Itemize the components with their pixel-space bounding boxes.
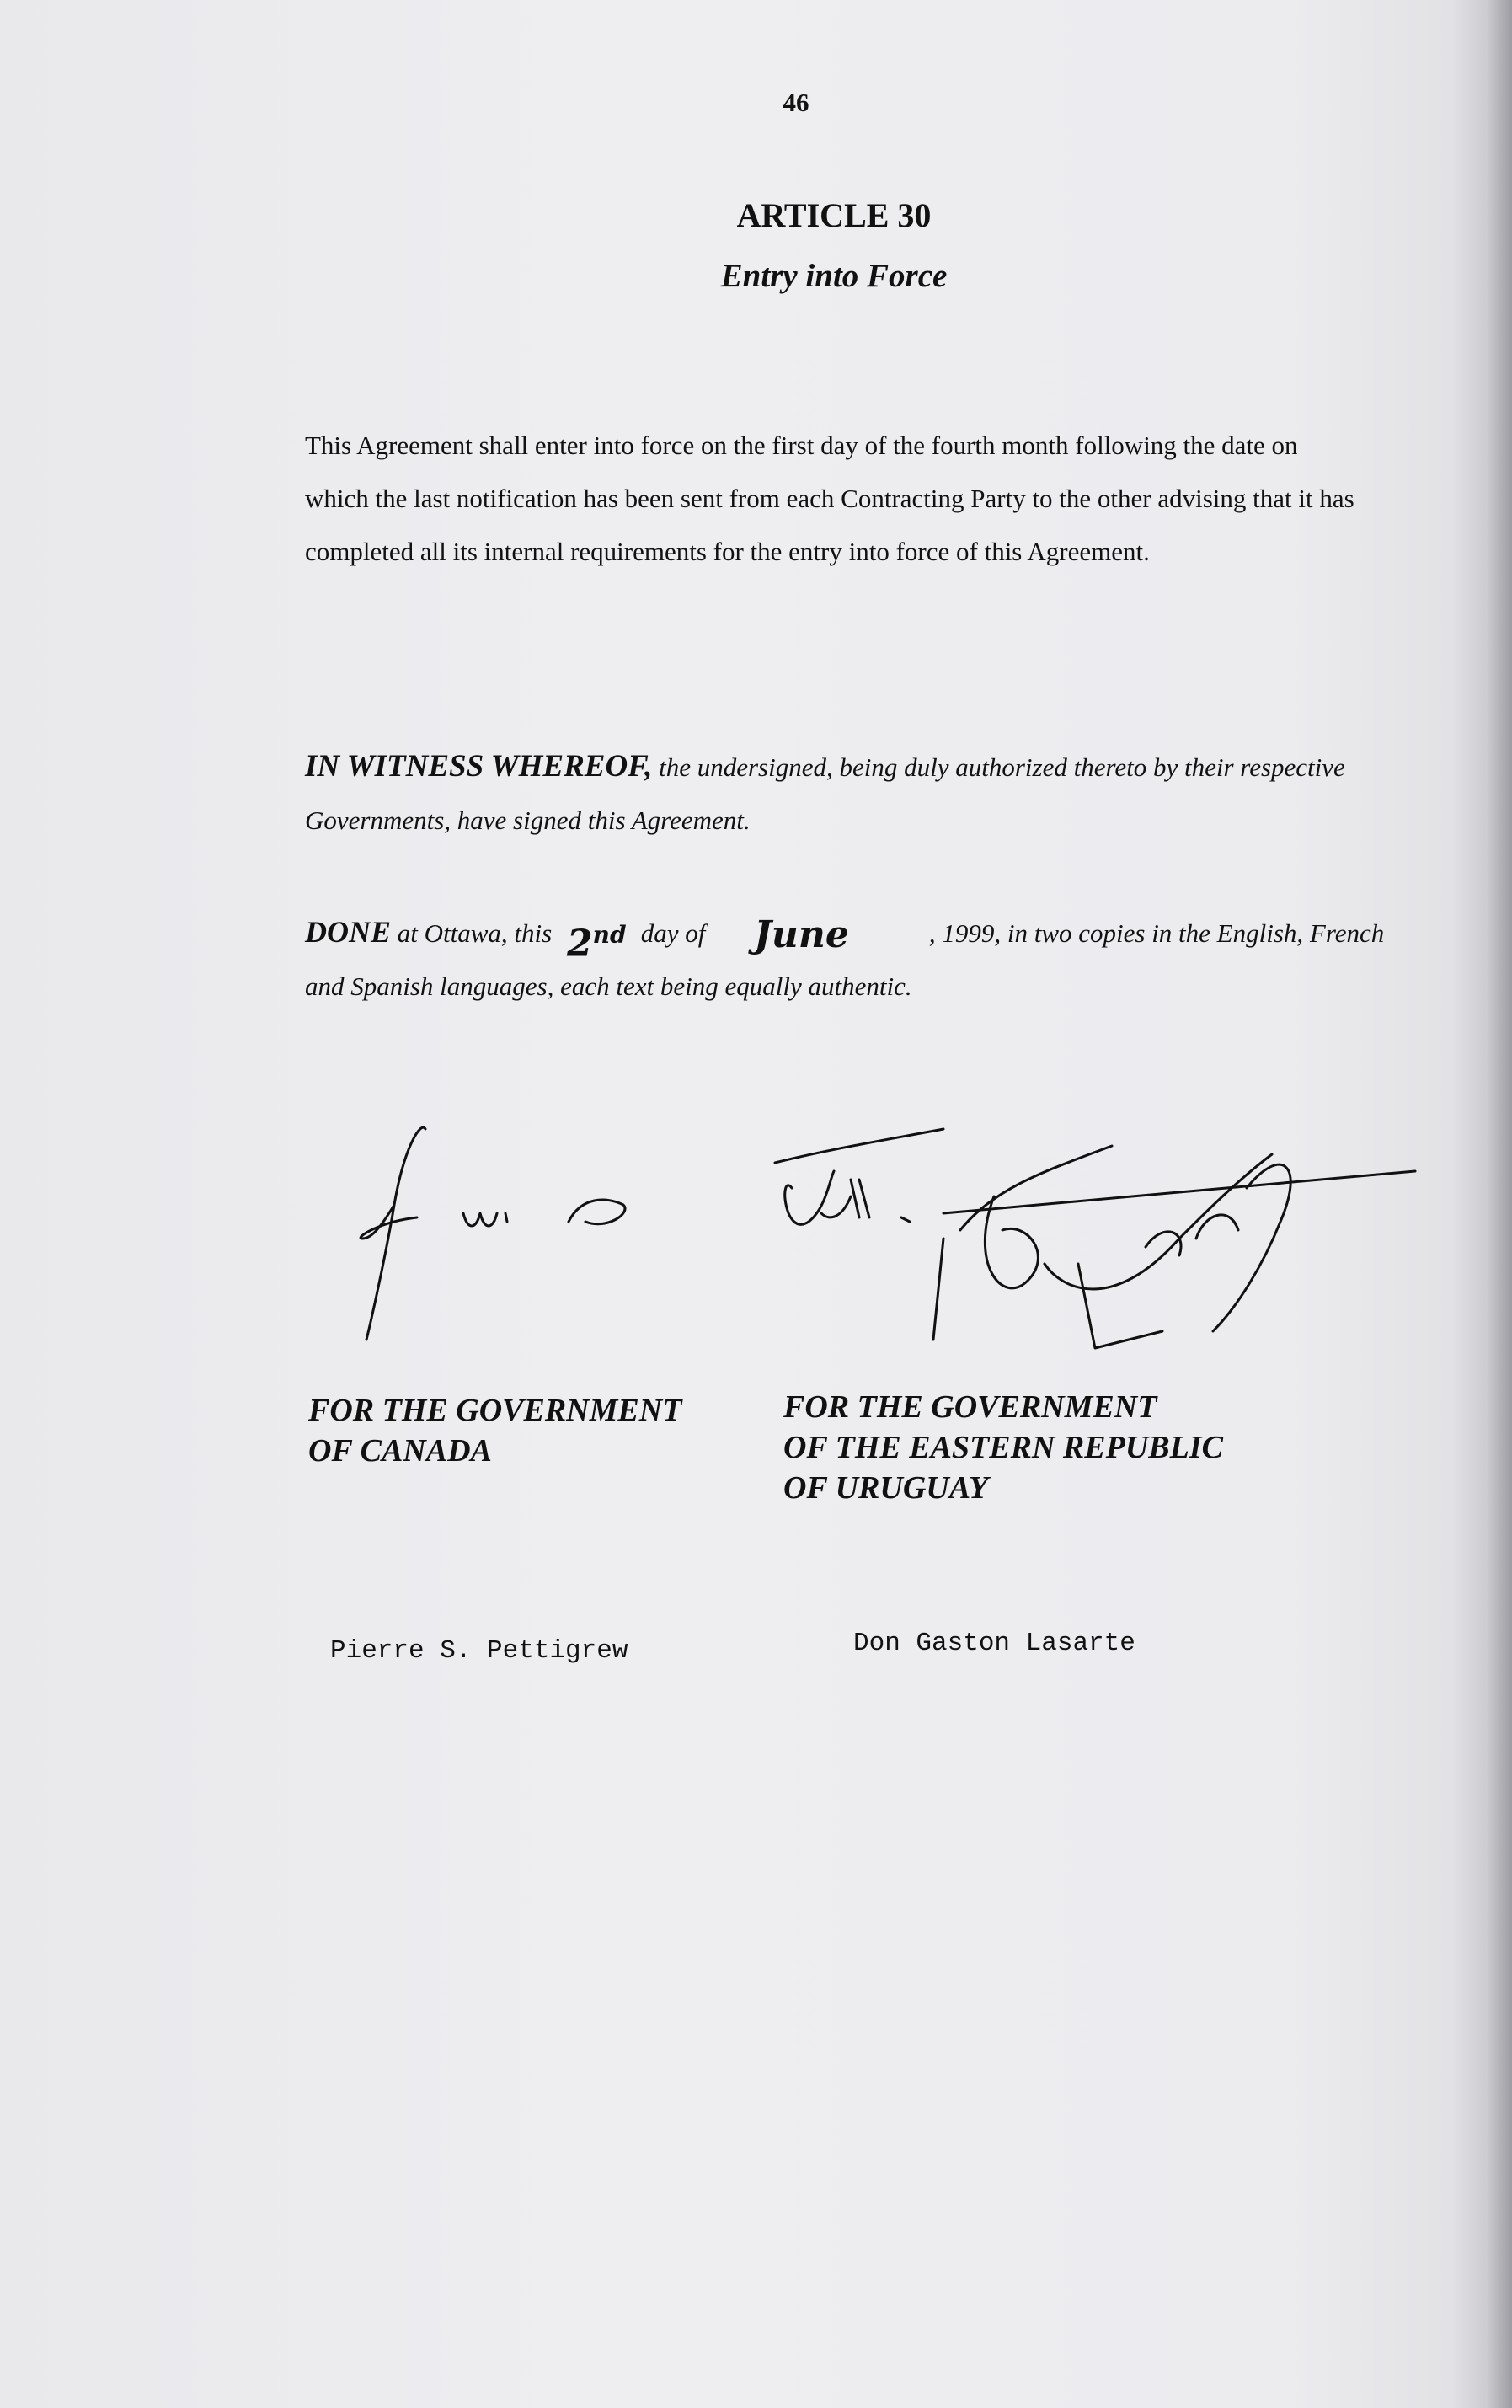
article-title: ARTICLE 30 [736, 196, 932, 234]
handwritten-day-number: 2 [566, 922, 593, 966]
done-remainder: , 1999, in two copies in the English, French and Spanish languages, each text being equally authentic. [305, 918, 1385, 1001]
party-uruguay-line3: OF URUGUAY [783, 1470, 989, 1506]
done-lead: DONE [305, 915, 392, 949]
party-canada-line2: OF CANADA [308, 1433, 492, 1469]
handwritten-month: June [754, 913, 849, 956]
signature-uruguay-2 [943, 1146, 1415, 1348]
signature-canada-mark-1 [463, 1213, 507, 1226]
article-text: This Agreement shall enter into force on the first day of the fourth month following the date on which the last notification has been sent from each Contracting Party to the other advising that it has completed all its internal requirements for the entry into force of this Agreement. [305, 431, 1354, 566]
article-subtitle: Entry into Force [720, 258, 948, 294]
party-uruguay-line1: FOR THE GOVERNMENT [783, 1389, 1157, 1425]
signature-canada [361, 1127, 425, 1340]
handwritten-day [567, 908, 627, 971]
party-canada [308, 1390, 681, 1471]
done-day-of: day of [633, 918, 713, 948]
witness-text: the undersigned, being duly authorized thereto by their respective Governments, have signed this Agreement. [305, 752, 1345, 835]
witness-clause [305, 740, 1392, 847]
handwritten-day-suffix: nd [592, 921, 627, 949]
witness-lead: IN WITNESS WHEREOF, [305, 749, 653, 784]
party-uruguay [783, 1387, 1223, 1508]
done-place: at Ottawa, this [391, 918, 558, 948]
done-clause [305, 906, 1392, 1013]
party-uruguay-line2: OF THE EASTERN REPUBLIC [783, 1430, 1223, 1465]
page-edge-shadow [1487, 0, 1512, 2408]
signature-canada-mark-2 [569, 1200, 625, 1224]
signatory-uruguay-name: Don Gaston Lasarte [853, 1629, 1135, 1658]
party-canada-line1: FOR THE GOVERNMENT [308, 1393, 682, 1428]
signatory-canada-name: Pierre S. Pettigrew [330, 1636, 628, 1666]
signatures [354, 1095, 1474, 1415]
signature-uruguay [775, 1129, 943, 1340]
page-number: 46 [783, 88, 809, 117]
